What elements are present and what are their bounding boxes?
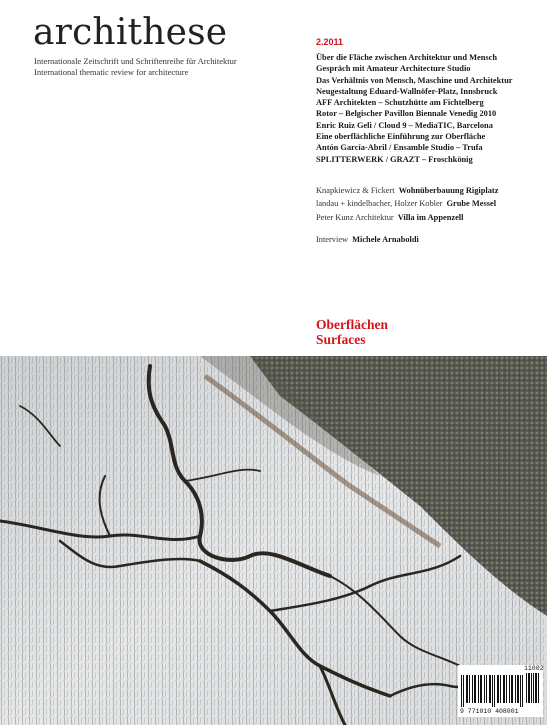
contents-item: Neugestaltung Eduard-Wallnöfer-Platz, Innsbruck xyxy=(316,86,498,96)
issue-theme xyxy=(316,317,388,347)
barcode xyxy=(458,665,543,717)
tagline-english: International thematic review for architecture xyxy=(34,67,189,77)
interview-label: Interview xyxy=(316,235,349,244)
contents-item: Antón García-Abril / Ensamble Studio – Trufa xyxy=(316,143,483,153)
contents-item: Gespräch mit Amateur Architecture Studio xyxy=(316,64,471,74)
interview-name: Michele Arnaboldi xyxy=(352,235,419,244)
project-row xyxy=(316,197,498,210)
project-architect: landau + kindelbacher, Holzer Kobler xyxy=(316,199,443,209)
contents-item: Das Verhältnis von Mensch, Maschine und Architektur xyxy=(316,75,513,85)
barcode-addon: 11002 xyxy=(524,665,544,672)
project-title: Grube Messel xyxy=(446,199,497,209)
contents-list xyxy=(316,52,541,165)
interview-line xyxy=(316,235,419,244)
contents-item: Eine oberflächliche Einführung zur Oberfläche xyxy=(316,132,486,142)
project-architect: Peter Kunz Architektur xyxy=(316,212,394,222)
project-title: Wohnüberbauung Rigiplatz xyxy=(398,186,499,195)
contents-item: AFF Architekten – Schutzhütte am Fichtelberg xyxy=(316,98,484,108)
issue-number: 2.2011 xyxy=(316,37,344,47)
barcode-number: 9 771010 408001 xyxy=(460,708,519,715)
project-row xyxy=(316,211,498,224)
tagline-german: Internationale Zeitschrift und Schriftenreihe für Architektur xyxy=(34,56,237,66)
theme-english: Surfaces xyxy=(316,332,366,347)
theme-german: Oberflächen xyxy=(316,317,388,332)
masthead-title: archithese xyxy=(33,12,228,53)
contents-item: Enric Ruiz Geli / Cloud 9 – MediaTIC, Barcelona xyxy=(316,120,493,130)
contents-item: Über die Fläche zwischen Architektur und Mensch xyxy=(316,53,497,62)
project-title: Villa im Appenzell xyxy=(397,212,464,222)
contents-item: SPLITTERWERK / GRAZT – Froschkönig xyxy=(316,154,473,164)
contents-item: Rotor – Belgischer Pavillon Biennale Venedig 2010 xyxy=(316,109,497,119)
project-architect: Knapkiewicz & Fickert xyxy=(316,186,395,195)
project-row xyxy=(316,184,498,197)
projects-list xyxy=(316,184,498,224)
